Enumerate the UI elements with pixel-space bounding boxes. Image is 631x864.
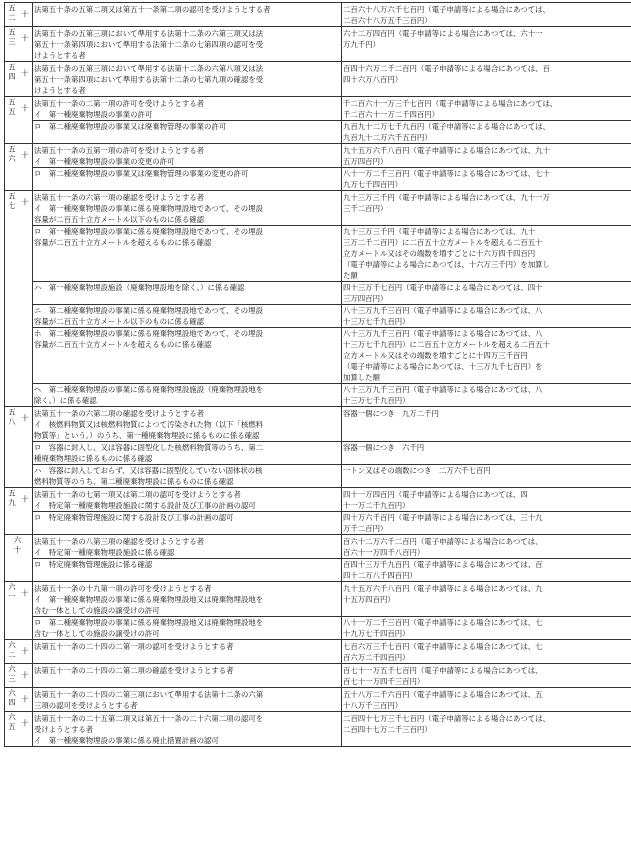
text-line: 一トン又はその端数につき 二万六千七百円 bbox=[343, 465, 630, 476]
item-number-main: 六四 bbox=[7, 689, 18, 708]
item-number-main: 五二 bbox=[7, 4, 18, 23]
item-number-ten: 十 bbox=[20, 63, 31, 82]
table-row bbox=[5, 97, 631, 121]
text-line: 万九千円） bbox=[343, 39, 630, 50]
item-number-ten: 十 bbox=[20, 28, 31, 47]
text-line: 三千二百円） bbox=[343, 203, 630, 214]
text-line: 法第五十一条の五第一項の許可を受けようとする者 bbox=[34, 145, 340, 156]
applicant-description bbox=[33, 3, 342, 27]
item-number bbox=[5, 712, 33, 747]
applicant-description bbox=[33, 617, 342, 640]
text-line: 百七十一万五千七百円（電子申請等による場合にあつては、 bbox=[343, 665, 630, 676]
applicant-description bbox=[33, 144, 342, 168]
fee-amount bbox=[342, 97, 631, 121]
text-line: 百四十三万千九百円（電子申請等による場合にあつては、百 bbox=[343, 559, 630, 570]
text-line: イ 第一種廃棄物埋設の事業の許可 bbox=[34, 109, 340, 120]
text-line: 百七十一万四千三百円） bbox=[343, 676, 630, 687]
text-line: 法第五十条の五第三項において準用する法第十二条の六第八項又は法 bbox=[34, 63, 340, 74]
text-line: ヘ 第二種廃棄物埋設の事業に係る廃棄物埋設施設（廃棄物埋設地を bbox=[34, 384, 340, 395]
text-line: 二百四十七万二千三百円） bbox=[343, 724, 630, 735]
item-number bbox=[5, 488, 33, 535]
item-number-ten: 十 bbox=[20, 583, 31, 602]
text-line: 八十一万二千三百円（電子申請等による場合にあつては、七 bbox=[343, 617, 630, 628]
item-number-main: 六二 bbox=[7, 641, 18, 660]
text-line: 法第五十一条の十九第一項の許可を受けようとする者 bbox=[34, 583, 340, 594]
fee-amount bbox=[342, 712, 631, 747]
item-number-main: 六五 bbox=[7, 713, 18, 732]
text-line: 九万七千四百円） bbox=[343, 179, 630, 190]
text-line: ニ 第二種廃棄物埋設の事業に係る廃棄物埋設地であつて、その埋設 bbox=[34, 305, 340, 316]
table-row bbox=[5, 121, 631, 144]
text-line: 法第五十一条の六第一項の確認を受けようとする者 bbox=[34, 192, 340, 203]
item-number-main: 五六 bbox=[7, 145, 18, 164]
text-line: ロ 特定廃棄物管理施設に関する設計及び工事の計画の認可 bbox=[34, 512, 340, 523]
text-line: 十三万七千九百円） bbox=[343, 395, 630, 406]
text-line: 四十二万八千四百円） bbox=[343, 570, 630, 581]
text-line: ハ 容器に封入しておらず、又は容器に固型化していない固体状の核 bbox=[34, 465, 340, 476]
text-line: 八十三万九千三百円（電子申請等による場合にあつては、八 bbox=[343, 384, 630, 395]
text-line: 種廃棄物埋設に係るものに係る確認 bbox=[34, 453, 340, 464]
applicant-description bbox=[33, 97, 342, 121]
text-line: 法第五十条の五第二項又は第五十一条第二項の認可を受けようとする者 bbox=[34, 4, 340, 15]
item-number-ten: 十 bbox=[20, 98, 31, 117]
fee-amount bbox=[342, 62, 631, 97]
text-line: 百四十六万二千二百円（電子申請等による場合にあつては、百 bbox=[343, 63, 630, 74]
item-number-ten: 十 bbox=[20, 145, 31, 164]
table-row bbox=[5, 168, 631, 191]
applicant-description bbox=[33, 62, 342, 97]
text-line: ロ 第二種廃棄物埋設の事業又は廃棄物管理の事業の許可 bbox=[34, 121, 340, 132]
fee-amount bbox=[342, 488, 631, 512]
applicant-description bbox=[33, 384, 342, 407]
text-line: 二百四十七万三千七百円（電子申請等による場合にあつては、 bbox=[343, 713, 630, 724]
text-line: 十九万七千四百円） bbox=[343, 628, 630, 639]
item-number-ten: 十 bbox=[20, 689, 31, 708]
text-line: 四十一万四百円（電子申請等による場合にあつては、四 bbox=[343, 489, 630, 500]
text-line: 八十三万九千三百円（電子申請等による場合にあつては、八 bbox=[343, 305, 630, 316]
table-row bbox=[5, 688, 631, 712]
applicant-description bbox=[33, 442, 342, 465]
fee-amount bbox=[342, 191, 631, 226]
item-number bbox=[5, 144, 33, 191]
text-line: イ 第一種廃棄物埋設の事業に係る廃止措置計画の認可 bbox=[34, 735, 340, 746]
table-row bbox=[5, 712, 631, 747]
text-line: 法第五十条の五第三項において準用する法第十二条の六第三項又は法 bbox=[34, 28, 340, 39]
item-number-ten: 十 bbox=[20, 408, 31, 427]
text-line: 六十二万四百円（電子申請等による場合にあつては、六十一 bbox=[343, 28, 630, 39]
item-number bbox=[5, 640, 33, 664]
fee-amount bbox=[342, 688, 631, 712]
text-line: 百六万二千四百円） bbox=[343, 652, 630, 663]
applicant-description bbox=[33, 488, 342, 512]
text-line: 三項の認可を受けようとする者 bbox=[34, 700, 340, 711]
item-number-ten: 十 bbox=[20, 192, 31, 211]
applicant-description bbox=[33, 640, 342, 664]
table-row bbox=[5, 384, 631, 407]
fee-amount bbox=[342, 559, 631, 582]
applicant-description bbox=[33, 121, 342, 144]
item-number bbox=[5, 27, 33, 62]
text-line: 万千二百円） bbox=[343, 523, 630, 534]
item-number-main: 五七 bbox=[7, 192, 18, 211]
table-row bbox=[5, 582, 631, 617]
text-line: イ 第一種廃棄物埋設の事業に係る廃棄物埋設地又は廃棄物埋設地を bbox=[34, 594, 340, 605]
applicant-description bbox=[33, 535, 342, 559]
text-line: 八十三万九千三百円（電子申請等による場合にあつては、八 bbox=[343, 328, 630, 339]
text-line: 四十三万千七百円（電子申請等による場合にあつては、四十 bbox=[343, 282, 630, 293]
text-line: 五十八万二千六百円（電子申請等による場合にあつては、五 bbox=[343, 689, 630, 700]
text-line: ロ 第二種廃棄物埋設の事業又は廃棄物管理の事業の変更の許可 bbox=[34, 168, 340, 179]
text-line: 立方メートル又はその端数を増すごとに十四万三千百円 bbox=[343, 350, 630, 361]
item-number-main: 五四 bbox=[7, 63, 18, 82]
text-line: 千二百六十一万三千七百円（電子申請等による場合にあつては、 bbox=[343, 98, 630, 109]
fee-amount bbox=[342, 328, 631, 384]
text-line: 九十五万六千八百円（電子申請等による場合にあつては、九 bbox=[343, 583, 630, 594]
item-number-main: 六一 bbox=[7, 583, 18, 602]
applicant-description bbox=[33, 226, 342, 282]
fee-amount bbox=[342, 664, 631, 688]
text-line: 千二百六十一万二千四百円） bbox=[343, 109, 630, 120]
text-line: イ 第一種廃棄物埋設の事業の変更の許可 bbox=[34, 156, 340, 167]
text-line: 法第五十一条の二十五第二項又は第五十一条の二十六第二項の認可を bbox=[34, 713, 340, 724]
text-line: 加算した額 bbox=[343, 372, 630, 383]
item-number-main: 六三 bbox=[7, 665, 18, 684]
item-number-main: 五八 bbox=[7, 408, 18, 427]
applicant-description bbox=[33, 664, 342, 688]
text-line: 立方メートル又はその端数を増すごとに十六万四千四百円 bbox=[343, 248, 630, 259]
item-number bbox=[5, 97, 33, 144]
text-line: ハ 第一種廃棄物埋設施設（廃棄物埋設地を除く。）に係る確認 bbox=[34, 282, 340, 293]
applicant-description bbox=[33, 712, 342, 747]
fee-amount bbox=[342, 121, 631, 144]
fee-amount bbox=[342, 168, 631, 191]
applicant-description bbox=[33, 407, 342, 442]
text-line: 法第五十一条の二第一項の許可を受けようとする者 bbox=[34, 98, 340, 109]
item-number bbox=[5, 62, 33, 97]
item-number-main: 五三 bbox=[7, 28, 18, 47]
table-row bbox=[5, 305, 631, 328]
fee-amount bbox=[342, 407, 631, 442]
item-number bbox=[5, 664, 33, 688]
item-number bbox=[5, 582, 33, 640]
item-number-ten: 十 bbox=[20, 665, 31, 684]
text-line: けようとする者 bbox=[34, 85, 340, 96]
text-line: （電子申請等による場合にあつては、十三万九千七百円）を bbox=[343, 361, 630, 372]
applicant-description bbox=[33, 27, 342, 62]
text-line: 七百六万三千七百円（電子申請等による場合にあつては、七 bbox=[343, 641, 630, 652]
text-line: 法第五十一条の八第三項の確認を受けようとする者 bbox=[34, 536, 340, 547]
table-row bbox=[5, 465, 631, 488]
applicant-description bbox=[33, 582, 342, 617]
text-line: 四十万六千百円（電子申請等による場合にあつては、三十九 bbox=[343, 512, 630, 523]
item-number-ten: 十 bbox=[20, 4, 31, 23]
text-line: 十八万千三百円） bbox=[343, 700, 630, 711]
fee-amount bbox=[342, 617, 631, 640]
table-row bbox=[5, 512, 631, 535]
table-row bbox=[5, 617, 631, 640]
table-row bbox=[5, 226, 631, 282]
text-line: 二百六十八万五千三百円） bbox=[343, 15, 630, 26]
applicant-description bbox=[33, 168, 342, 191]
item-number bbox=[5, 191, 33, 407]
text-line: 五万四百円） bbox=[343, 156, 630, 167]
fee-amount bbox=[342, 3, 631, 27]
item-number bbox=[5, 535, 33, 582]
text-line: 百六十二万六千二百円（電子申請等による場合にあつては、 bbox=[343, 536, 630, 547]
text-line: ロ 第一種廃棄物埋設の事業に係る廃棄物埋設地であつて、その埋設 bbox=[34, 226, 340, 237]
text-line: 燃料物質等のうち、第二種廃棄物埋設に係るものに係る確認 bbox=[34, 476, 340, 487]
fee-amount bbox=[342, 442, 631, 465]
fee-amount bbox=[342, 282, 631, 305]
text-line: 十五万四百円） bbox=[343, 594, 630, 605]
text-line: 第五十一条第四項において準用する法第十二条の七第九項の確認を受 bbox=[34, 74, 340, 85]
text-line: イ 特定第一種廃棄物埋設施設に係る確認 bbox=[34, 547, 340, 558]
fee-amount bbox=[342, 582, 631, 617]
item-number-ten: 十 bbox=[20, 641, 31, 660]
table-row bbox=[5, 559, 631, 582]
table-row bbox=[5, 328, 631, 384]
text-line: 三万二千二百円）に二百五十立方メートルを超える二百五十 bbox=[343, 237, 630, 248]
text-line: 第五十一条第四項において準用する法第十二条の七第四項の認可を受 bbox=[34, 39, 340, 50]
fee-amount bbox=[342, 305, 631, 328]
text-line: 四十六万八百円） bbox=[343, 74, 630, 85]
text-line: 法第五十一条の二十四の二第二項の確認を受けようとする者 bbox=[34, 665, 340, 676]
text-line: 容量が二百五十立方メートルを超えるものに係る確認 bbox=[34, 237, 340, 248]
item-number bbox=[5, 688, 33, 712]
text-line: ホ 第二種廃棄物埋設の事業に係る廃棄物埋設地であつて、その埋設 bbox=[34, 328, 340, 339]
applicant-description bbox=[33, 305, 342, 328]
text-line: 法第五十一条の二十四の二第三項において準用する法第十二条の六第 bbox=[34, 689, 340, 700]
item-number-main: 六十 bbox=[12, 536, 23, 555]
text-line: 九百九十二万七千九百円（電子申請等による場合にあつては、 bbox=[343, 121, 630, 132]
text-line: 八十一万二千三百円（電子申請等による場合にあつては、七十 bbox=[343, 168, 630, 179]
text-line: た額 bbox=[343, 270, 630, 281]
text-line: イ 特定第一種廃棄物埋設施設に関する設計及び工事の計画の認可 bbox=[34, 500, 340, 511]
text-line: 十三万七千九百円）に二百五十立方メートルを超える二百五十 bbox=[343, 339, 630, 350]
text-line: ロ 容器に封入し、又は容器に固型化した核燃料物質等のうち、第二 bbox=[34, 442, 340, 453]
table-row bbox=[5, 664, 631, 688]
text-line: ロ 第二種廃棄物埋設の事業に係る廃棄物埋設地又は廃棄物埋設地を bbox=[34, 617, 340, 628]
text-line: ロ 特定廃棄物管理施設に係る確認 bbox=[34, 559, 340, 570]
fee-amount bbox=[342, 535, 631, 559]
item-number bbox=[5, 407, 33, 488]
text-line: 九十三万三千円（電子申請等による場合にあつては、九十 bbox=[343, 226, 630, 237]
text-line: 百六十一万四千八百円） bbox=[343, 547, 630, 558]
applicant-description bbox=[33, 559, 342, 582]
fee-amount bbox=[342, 27, 631, 62]
fee-amount bbox=[342, 512, 631, 535]
table-row bbox=[5, 62, 631, 97]
text-line: 二百六十八万六千七百円（電子申請等による場合にあつては、 bbox=[343, 4, 630, 15]
table-row bbox=[5, 27, 631, 62]
text-line: （電子申請等による場合にあつては、十六万三千円）を加算し bbox=[343, 259, 630, 270]
applicant-description bbox=[33, 282, 342, 305]
item-number-ten: 十 bbox=[20, 713, 31, 732]
table-row bbox=[5, 191, 631, 226]
text-line: 九百九十二万六千五百円） bbox=[343, 132, 630, 143]
item-number-main: 五五 bbox=[7, 98, 18, 117]
applicant-description bbox=[33, 512, 342, 535]
fee-amount bbox=[342, 226, 631, 282]
text-line: 法第五十一条の六第二項の確認を受けようとする者 bbox=[34, 408, 340, 419]
applicant-description bbox=[33, 191, 342, 226]
text-line: 九十三万三千円（電子申請等による場合にあつては、九十一万 bbox=[343, 192, 630, 203]
text-line: 十一万二千九百円） bbox=[343, 500, 630, 511]
fee-schedule-table bbox=[4, 2, 631, 747]
table-row bbox=[5, 488, 631, 512]
text-line: 含む一体としての施設の譲受けの許可 bbox=[34, 605, 340, 616]
text-line: 含む一体としての施設の譲受けの許可 bbox=[34, 628, 340, 639]
text-line: イ 核燃料物質又は核燃料物質によつて汚染された物（以下「核燃料 bbox=[34, 419, 340, 430]
fee-amount bbox=[342, 640, 631, 664]
text-line: 法第五十一条の七第一項又は第二項の認可を受けようとする者 bbox=[34, 489, 340, 500]
text-line: 受けようとする者 bbox=[34, 724, 340, 735]
text-line: 容器一個につき 九万二千円 bbox=[343, 408, 630, 419]
applicant-description bbox=[33, 465, 342, 488]
item-number-main: 五九 bbox=[7, 489, 18, 508]
applicant-description bbox=[33, 688, 342, 712]
table-row bbox=[5, 407, 631, 442]
text-line: けようとする者 bbox=[34, 50, 340, 61]
text-line: 容量が二百五十立方メートル以下のものに係る確認 bbox=[34, 316, 340, 327]
text-line: 物質等」という。）のうち、第一種廃棄物埋設に係るものに係る確認 bbox=[34, 430, 340, 441]
table-row bbox=[5, 282, 631, 305]
text-line: 法第五十一条の二十四の二第一項の認可を受けようとする者 bbox=[34, 641, 340, 652]
text-line: 容量が二百五十立方メートル以下のものに係る確認 bbox=[34, 214, 340, 225]
fee-amount bbox=[342, 144, 631, 168]
text-line: 容量が二百五十立方メートルを超えるものに係る確認 bbox=[34, 339, 340, 350]
fee-amount bbox=[342, 465, 631, 488]
table-row bbox=[5, 144, 631, 168]
text-line: 除く。）に係る確認 bbox=[34, 395, 340, 406]
fee-amount bbox=[342, 384, 631, 407]
table-row bbox=[5, 535, 631, 559]
table-row bbox=[5, 640, 631, 664]
text-line: 十三万七千九百円） bbox=[343, 316, 630, 327]
item-number bbox=[5, 3, 33, 27]
text-line: 九十五万六千八百円（電子申請等による場合にあつては、九十 bbox=[343, 145, 630, 156]
text-line: 容器一個につき 六千円 bbox=[343, 442, 630, 453]
table-row bbox=[5, 3, 631, 27]
item-number-ten: 十 bbox=[20, 489, 31, 508]
text-line: イ 第一種廃棄物埋設の事業に係る廃棄物埋設地であつて、その埋設 bbox=[34, 203, 340, 214]
applicant-description bbox=[33, 328, 342, 384]
table-row bbox=[5, 442, 631, 465]
text-line: 三万四百円） bbox=[343, 293, 630, 304]
